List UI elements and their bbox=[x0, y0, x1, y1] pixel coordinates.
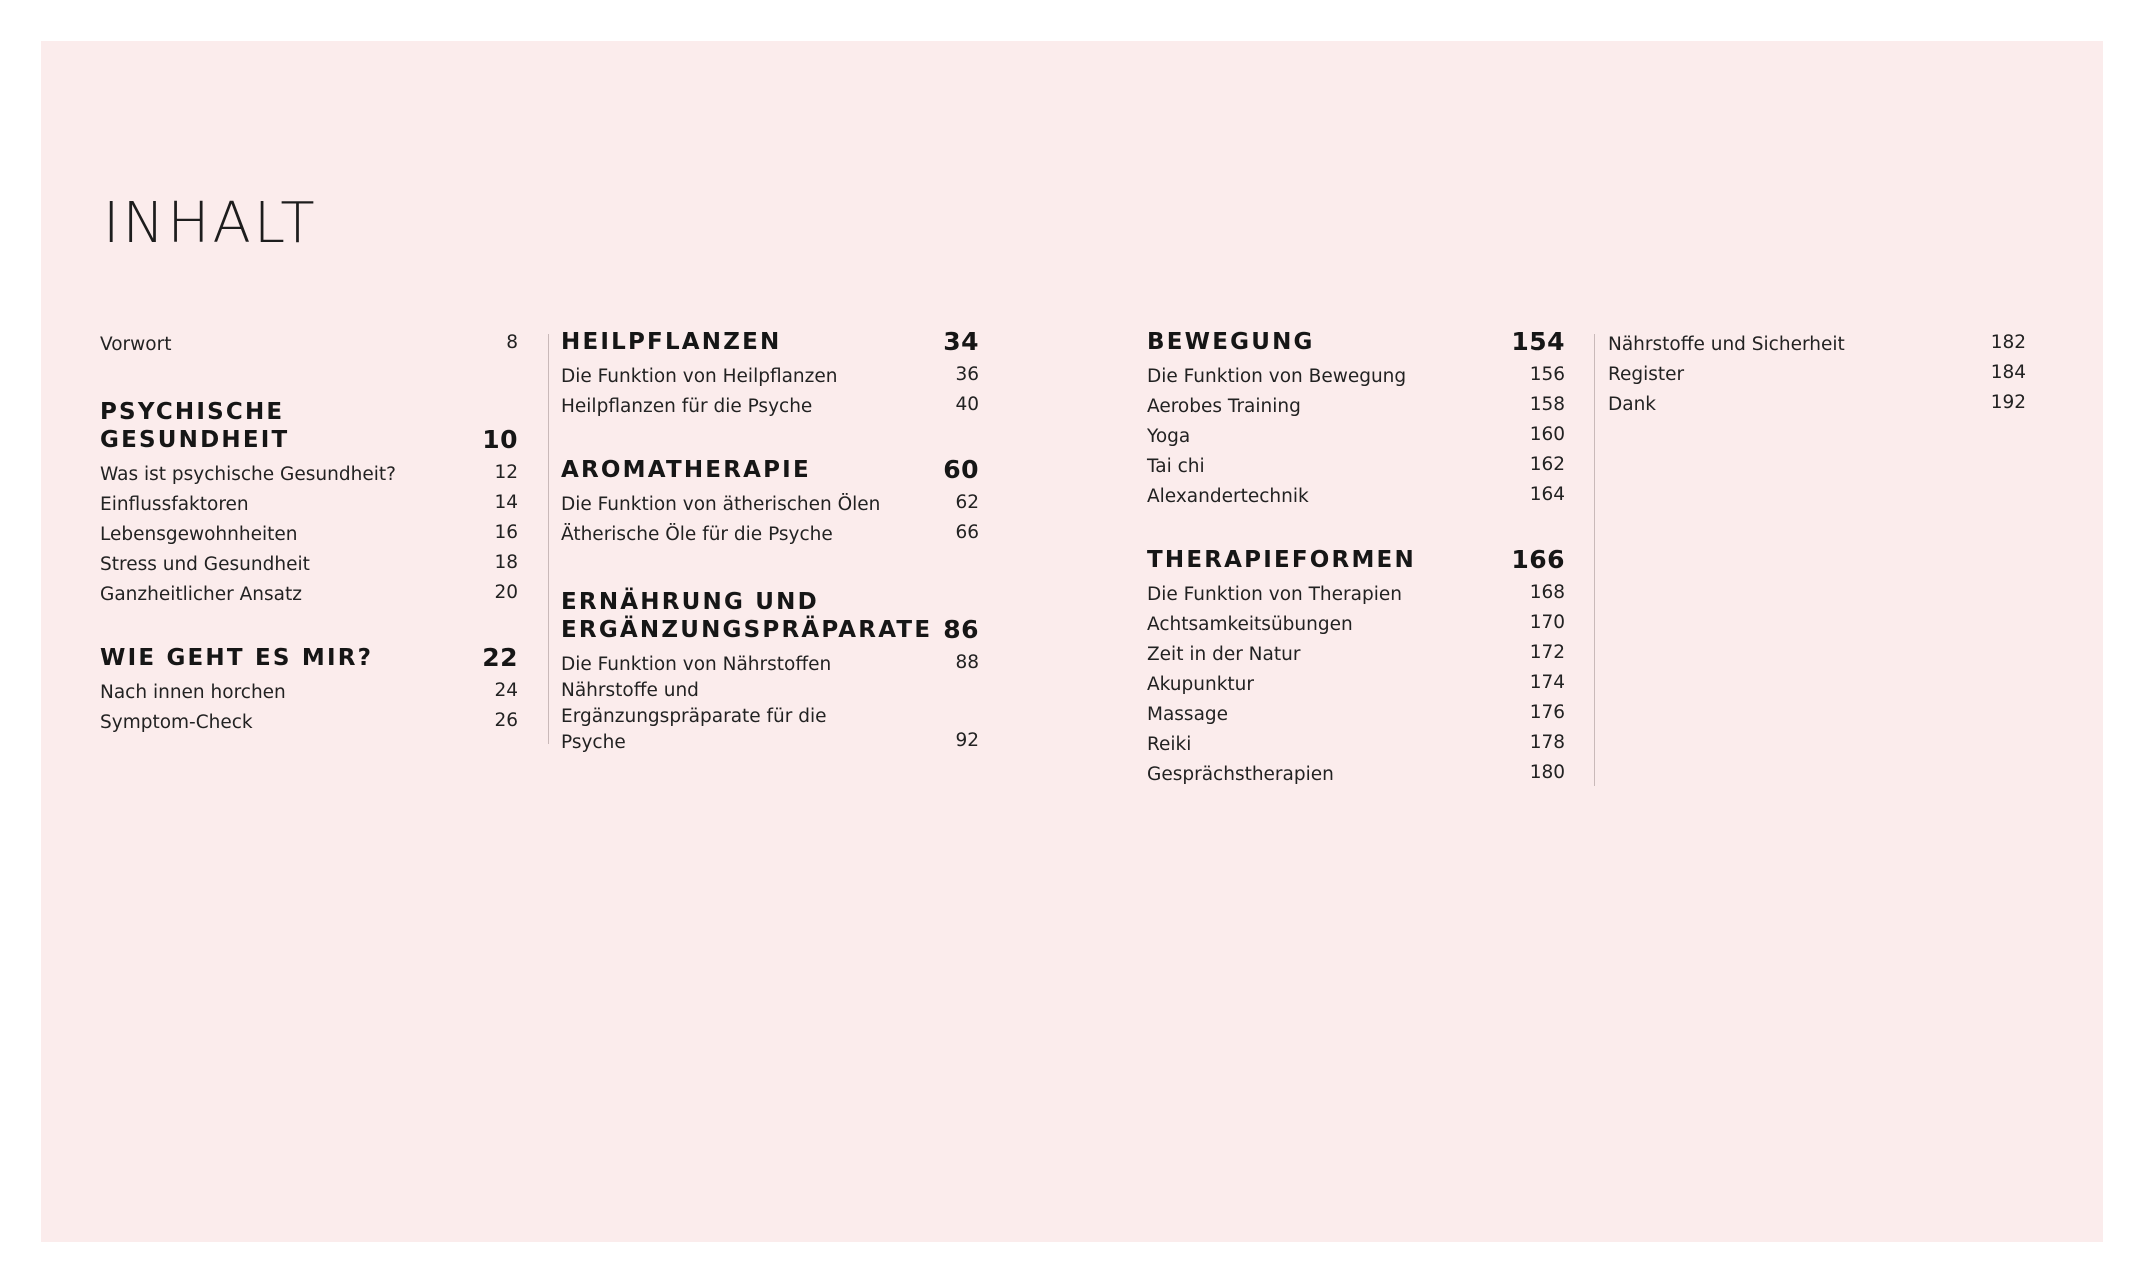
toc-entry[interactable] bbox=[1147, 638, 1565, 668]
toc-entry-label: Yoga bbox=[1147, 426, 1191, 447]
toc-entry[interactable] bbox=[100, 676, 518, 706]
toc-column-3 bbox=[1147, 328, 1565, 788]
toc-entry[interactable] bbox=[1147, 698, 1565, 728]
toc-entry[interactable] bbox=[1147, 758, 1565, 788]
toc-entry-label: Symptom-Check bbox=[100, 712, 253, 733]
toc-entry[interactable] bbox=[1147, 450, 1565, 480]
toc-entry-label: Nährstoffe und Sicherheit bbox=[1608, 334, 1845, 355]
toc-entry-page: 184 bbox=[1990, 362, 2026, 383]
toc-entry-page: 16 bbox=[494, 522, 518, 543]
toc-entry-label: Reiki bbox=[1147, 734, 1192, 755]
toc-entry[interactable] bbox=[561, 518, 979, 548]
column-divider bbox=[548, 334, 549, 744]
toc-entry-label: Heilpflanzen für die Psyche bbox=[561, 396, 813, 417]
toc-entry[interactable] bbox=[100, 518, 518, 548]
toc-entry[interactable] bbox=[561, 390, 979, 420]
toc-entry-label: Lebensgewohnheiten bbox=[100, 524, 298, 545]
toc-entry[interactable] bbox=[1147, 360, 1565, 390]
toc-entry-page: 172 bbox=[1529, 642, 1565, 663]
toc-entry-label: Achtsamkeitsübungen bbox=[1147, 614, 1353, 635]
toc-entry[interactable] bbox=[100, 328, 518, 358]
toc-entry[interactable] bbox=[1147, 420, 1565, 450]
toc-entry-page: 174 bbox=[1529, 672, 1565, 693]
toc-entry-page: 24 bbox=[494, 680, 518, 701]
toc-entry-page: 26 bbox=[494, 710, 518, 731]
toc-entry[interactable] bbox=[561, 488, 979, 518]
toc-column-4 bbox=[1608, 328, 2026, 418]
toc-section-page: 166 bbox=[1511, 545, 1565, 574]
toc-section-heading[interactable] bbox=[100, 398, 518, 454]
column-divider bbox=[1594, 334, 1595, 786]
toc-entry-label: Die Funktion von ätherischen Ölen bbox=[561, 494, 881, 515]
toc-section-heading[interactable] bbox=[561, 588, 979, 644]
toc-entry-page: 36 bbox=[955, 364, 979, 385]
toc-entry-label: Die Funktion von Therapien bbox=[1147, 584, 1402, 605]
toc-entry[interactable] bbox=[561, 648, 979, 678]
spacer bbox=[100, 358, 518, 398]
toc-entry-page: 162 bbox=[1529, 454, 1565, 475]
toc-entry[interactable] bbox=[561, 360, 979, 390]
toc-entry-page: 192 bbox=[1990, 392, 2026, 413]
toc-column-1 bbox=[100, 328, 518, 736]
toc-entry-page: 168 bbox=[1529, 582, 1565, 603]
toc-entry-page: 40 bbox=[955, 394, 979, 415]
toc-entry-page: 92 bbox=[955, 730, 979, 751]
toc-entry-label: Dank bbox=[1608, 394, 1657, 415]
spacer bbox=[1147, 510, 1565, 546]
toc-section-page: 34 bbox=[943, 327, 979, 356]
toc-entry-label: Nährstoffe und Ergänzungspräparate für die Psyche bbox=[561, 680, 827, 753]
toc-entry-page: 178 bbox=[1529, 732, 1565, 753]
toc-entry-label: Stress und Gesundheit bbox=[100, 554, 310, 575]
toc-entry-page: 156 bbox=[1529, 364, 1565, 385]
toc-entry[interactable] bbox=[1147, 390, 1565, 420]
toc-entry[interactable] bbox=[1608, 388, 2026, 418]
toc-entry[interactable] bbox=[1608, 328, 2026, 358]
toc-entry-page: 176 bbox=[1529, 702, 1565, 723]
toc-entry-label: Gesprächstherapien bbox=[1147, 764, 1334, 785]
toc-entry-page: 160 bbox=[1529, 424, 1565, 445]
toc-entry-label: Einflussfaktoren bbox=[100, 494, 249, 515]
toc-entry-page: 170 bbox=[1529, 612, 1565, 633]
toc-entry-label: Was ist psychische Gesundheit? bbox=[100, 464, 396, 485]
toc-section-title: ERNÄHRUNG UND ERGÄNZUNGSPRÄPARATE bbox=[561, 589, 933, 643]
toc-section-page: 60 bbox=[943, 455, 979, 484]
toc-section-page: 22 bbox=[482, 643, 518, 672]
toc-entry-label: Zeit in der Natur bbox=[1147, 644, 1301, 665]
toc-column-2 bbox=[561, 328, 979, 756]
toc-section-title: BEWEGUNG bbox=[1147, 329, 1315, 355]
toc-entry-label: Aerobes Training bbox=[1147, 396, 1301, 417]
toc-entry-label: Tai chi bbox=[1147, 456, 1205, 477]
toc-entry-label: Nach innen horchen bbox=[100, 682, 286, 703]
toc-entry-page: 158 bbox=[1529, 394, 1565, 415]
toc-section-title: HEILPFLANZEN bbox=[561, 329, 782, 355]
toc-entry[interactable] bbox=[1147, 728, 1565, 758]
toc-entry-page: 180 bbox=[1529, 762, 1565, 783]
toc-entry-label: Die Funktion von Bewegung bbox=[1147, 366, 1407, 387]
toc-section-heading[interactable] bbox=[561, 456, 979, 484]
toc-entry-label: Massage bbox=[1147, 704, 1229, 725]
toc-entry-page: 164 bbox=[1529, 484, 1565, 505]
toc-section-title: PSYCHISCHE GESUNDHEIT bbox=[100, 399, 290, 453]
toc-section-title: AROMATHERAPIE bbox=[561, 457, 811, 483]
toc-entry-page: 88 bbox=[955, 652, 979, 673]
toc-entry[interactable] bbox=[1147, 480, 1565, 510]
toc-section-title: WIE GEHT ES MIR? bbox=[100, 645, 374, 671]
toc-entry-label: Alexandertechnik bbox=[1147, 486, 1309, 507]
toc-entry-page: 20 bbox=[494, 582, 518, 603]
toc-section-heading[interactable] bbox=[1147, 546, 1565, 574]
toc-entry-label: Ganzheitlicher Ansatz bbox=[100, 584, 302, 605]
toc-entry[interactable] bbox=[1147, 578, 1565, 608]
toc-entry[interactable] bbox=[1608, 358, 2026, 388]
toc-section-heading[interactable] bbox=[1147, 328, 1565, 356]
toc-entry-page: 12 bbox=[494, 462, 518, 483]
toc-section-page: 10 bbox=[482, 425, 518, 454]
toc-entry-page: 66 bbox=[955, 522, 979, 543]
toc-entry-label: Ätherische Öle für die Psyche bbox=[561, 524, 833, 545]
toc-entry-label: Akupunktur bbox=[1147, 674, 1255, 695]
toc-entry[interactable] bbox=[100, 458, 518, 488]
toc-section-page: 86 bbox=[943, 615, 979, 644]
toc-entry-page: 14 bbox=[494, 492, 518, 513]
spacer bbox=[561, 420, 979, 456]
toc-section-heading[interactable] bbox=[561, 328, 979, 356]
toc-entry[interactable] bbox=[1147, 608, 1565, 638]
toc-entry-label: Vorwort bbox=[100, 334, 172, 355]
toc-entry[interactable] bbox=[561, 678, 979, 756]
toc-entry-page: 182 bbox=[1990, 332, 2026, 353]
toc-entry[interactable] bbox=[1147, 668, 1565, 698]
spacer bbox=[100, 608, 518, 644]
toc-entry[interactable] bbox=[100, 706, 518, 736]
toc-section-title: THERAPIEFORMEN bbox=[1147, 547, 1416, 573]
toc-entry-page: 62 bbox=[955, 492, 979, 513]
page-title: INHALT bbox=[103, 191, 318, 256]
toc-entry[interactable] bbox=[100, 488, 518, 518]
toc-entry-label: Die Funktion von Nährstoffen bbox=[561, 654, 832, 675]
toc-entry[interactable] bbox=[100, 578, 518, 608]
spacer bbox=[561, 548, 979, 588]
toc-section-page: 154 bbox=[1511, 327, 1565, 356]
toc-entry[interactable] bbox=[100, 548, 518, 578]
toc-entry-page: 18 bbox=[494, 552, 518, 573]
toc-section-heading[interactable] bbox=[100, 644, 518, 672]
toc-entry-label: Die Funktion von Heilpflanzen bbox=[561, 366, 838, 387]
toc-entry-page: 8 bbox=[506, 332, 518, 353]
toc-entry-label: Register bbox=[1608, 364, 1685, 385]
